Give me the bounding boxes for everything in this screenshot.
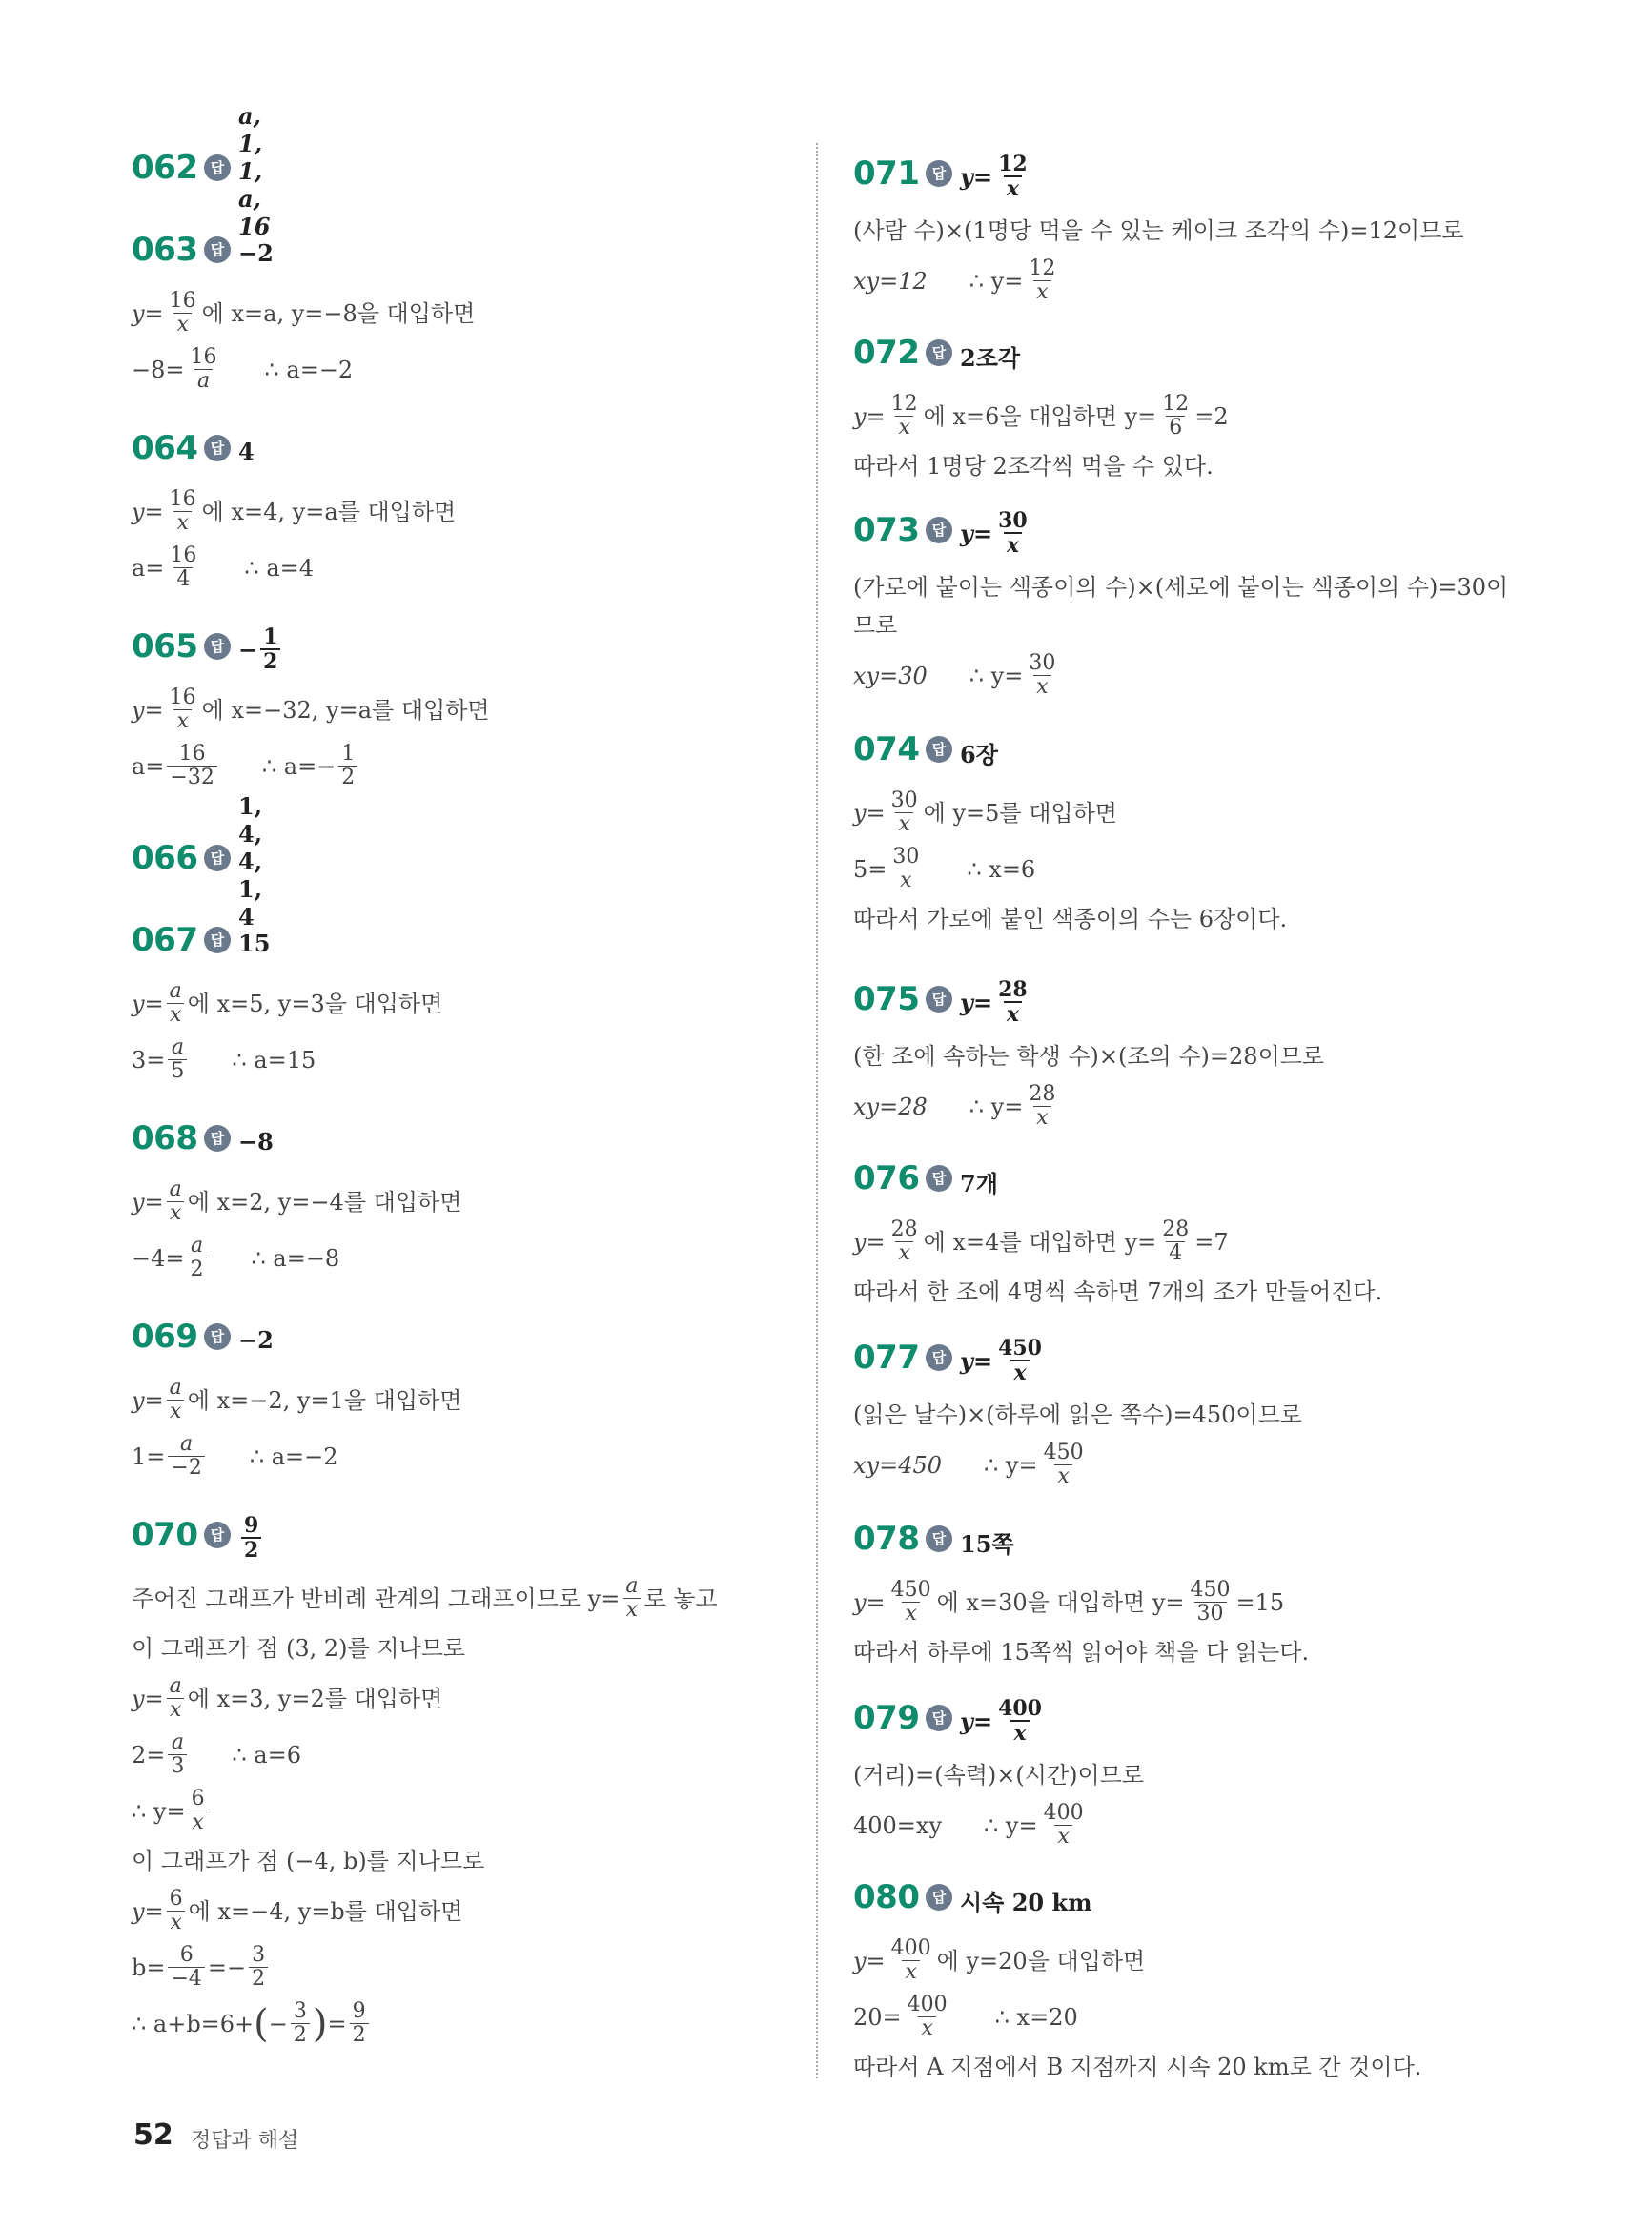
solution-line: 1= $\frac{a}{-2}$ ∴ a=−2: [132, 1432, 338, 1480]
answer-badge: 답: [204, 1125, 231, 1152]
answer-text: 6장: [960, 740, 998, 768]
answer-badge: 답: [204, 927, 231, 953]
column-divider: [816, 143, 818, 2078]
solution-line: a= $\frac{16}{4}$ ∴ a=4: [132, 543, 315, 591]
solution-line: y= $\frac{16}{x}$ 에 x=a, y=−8을 대입하면: [132, 289, 476, 337]
answer-text: y= $\frac{12}{x}$: [960, 152, 1028, 201]
problem-number: 065: [132, 627, 198, 665]
answer-badge: 답: [204, 845, 231, 871]
solution-line: ∴ a+b=6+ ( − $\frac{3}{2}$ ) = $\frac{9}{2}$: [132, 2000, 718, 2047]
page-number: 52: [133, 2118, 173, 2152]
answer-badge: 답: [926, 1525, 952, 1552]
solution-line: 따라서 1명당 2조각씩 먹을 수 있다.: [853, 453, 1214, 480]
solution-line: xy=30 ∴ y= $\frac{30}{x}$: [853, 651, 1056, 699]
solution-line: (거리)=(속력)×(시간)이므로: [853, 1762, 1145, 1789]
answer-badge: 답: [926, 1884, 952, 1911]
solution-line: 3= $\frac{a}{5}$ ∴ a=15: [132, 1035, 316, 1083]
problem-number: 077: [853, 1339, 920, 1377]
problem-077: [853, 1333, 1302, 1498]
solution-line: y= $\frac{28}{x}$ 에 x=4를 대입하면 y= $\frac{28}{4}$ =7: [853, 1217, 1229, 1265]
answer-badge: 답: [204, 236, 231, 263]
answer-badge: 답: [926, 517, 952, 543]
solution-line: y= $\frac{12}{x}$ 에 x=6을 대입하면 y= $\frac{12}{6}$ =2: [853, 392, 1229, 440]
solution-line: −8= $\frac{16}{a}$ ∴ a=−2: [132, 345, 354, 393]
solution-line: ∴ y= $\frac{6}{x}$: [132, 1788, 718, 1834]
problem-number: 063: [132, 231, 198, 269]
problem-number: 066: [132, 839, 198, 877]
solution-line: y= $\frac{400}{x}$ 에 y=20을 대입하면: [853, 1936, 1146, 1984]
answer-text: 7개: [960, 1169, 998, 1197]
problem-073: [853, 505, 1508, 708]
solution-line: (가로에 붙이는 색종이의 수)×(세로에 붙이는 색종이의 수)=30이: [853, 574, 1509, 601]
footer-label: 정답과 해설: [191, 2129, 299, 2153]
solution-line: (한 조에 속하는 학생 수)×(조의 수)=28이므로: [853, 1043, 1325, 1070]
problem-063: [132, 225, 475, 402]
solution-line: 주어진 그래프가 반비례 관계의 그래프이므로 y= $\frac{a}{x}$ 로 놓고: [132, 1574, 718, 1622]
answer-text: 4: [238, 437, 255, 465]
problem-number: 071: [853, 154, 920, 193]
answer-badge: 답: [926, 1705, 952, 1731]
solution-line: 400=xy ∴ y= $\frac{400}{x}$: [853, 1801, 1084, 1849]
answer-text: y= $\frac{450}{x}$: [960, 1336, 1042, 1385]
problem-number: 069: [132, 1318, 198, 1356]
answer-text: a, 1, 1, a, 16: [238, 101, 271, 240]
solution-line: (사람 수)×(1명당 먹을 수 있는 케이크 조각의 수)=12이므로: [853, 217, 1464, 244]
answer-badge: 답: [926, 1344, 952, 1371]
answer-badge: 답: [204, 154, 231, 181]
solution-line: a= $\frac{16}{-32}$ ∴ a=− $\frac{1}{2}$: [132, 743, 490, 789]
solution-line: y= $\frac{a}{x}$ 에 x=2, y=−4를 대입하면: [132, 1177, 462, 1225]
answer-text: y= $\frac{28}{x}$: [960, 977, 1028, 1027]
solution-line: y= $\frac{450}{x}$ 에 x=30을 대입하면 y= $\frac{450}{30}$ =15: [853, 1578, 1285, 1626]
solution-line: 20= $\frac{400}{x}$ ∴ x=20: [853, 1993, 1078, 2040]
answer-text: y= $\frac{30}{x}$: [960, 508, 1028, 558]
problem-070: [132, 1510, 718, 2056]
problem-number: 068: [132, 1119, 198, 1157]
solution-line: y= $\frac{16}{x}$ 에 x=−32, y=a를 대입하면: [132, 685, 490, 733]
problem-067: [132, 915, 442, 1093]
problem-number: 078: [853, 1520, 920, 1558]
solution-line: xy=28 ∴ y= $\frac{28}{x}$: [853, 1082, 1056, 1130]
solution-line: 따라서 한 조에 4명씩 속하면 7개의 조가 만들어진다.: [853, 1279, 1383, 1305]
solution-line: xy=450 ∴ y= $\frac{450}{x}$: [853, 1441, 1084, 1488]
problem-number: 079: [853, 1699, 920, 1737]
answer-badge: 답: [204, 1522, 231, 1548]
solution-line: b= $\frac{6}{-4}$ =− $\frac{3}{2}$: [132, 1944, 718, 1991]
answer-badge: 답: [926, 986, 952, 1013]
problem-number: 076: [853, 1159, 920, 1197]
problem-number: 067: [132, 921, 198, 959]
answer-text: $\frac{9}{2}$: [238, 1510, 264, 1565]
answer-text: 15: [238, 929, 271, 957]
answer-badge: 답: [926, 736, 952, 763]
answer-badge: 답: [204, 633, 231, 660]
solution-line: y= $\frac{a}{x}$ 에 x=5, y=3을 대입하면: [132, 979, 443, 1027]
problem-078: [853, 1514, 1309, 1679]
problem-069: [132, 1312, 461, 1489]
answer-text: 2조각: [960, 343, 1021, 372]
answer-text: 15쪽: [960, 1529, 1014, 1558]
solution-line: y= $\frac{a}{x}$ 에 x=−2, y=1을 대입하면: [132, 1376, 462, 1423]
solution-line: y= $\frac{6}{x}$ 에 x=−4, y=b를 대입하면: [132, 1887, 463, 1934]
problem-number: 075: [853, 980, 920, 1018]
solution-line: 따라서 가로에 붙인 색종이의 수는 6장이다.: [853, 906, 1288, 932]
solution-line: −4= $\frac{a}{2}$ ∴ a=−8: [132, 1234, 340, 1281]
problem-number: 080: [853, 1878, 920, 1916]
solution-line: (읽은 날수)×(하루에 읽은 쪽수)=450이므로: [853, 1401, 1302, 1428]
solution-line: 따라서 A 지점에서 B 지점까지 시속 20 km로 간 것이다.: [853, 2054, 1422, 2080]
solution-line: 므로: [853, 612, 898, 639]
problem-072: [853, 328, 1229, 493]
problem-071: [853, 149, 1464, 314]
problem-number: 074: [853, 730, 920, 768]
problem-076: [853, 1154, 1382, 1319]
problem-080: [853, 1872, 1421, 2094]
solution-line: 따라서 하루에 15쪽씩 읽어야 책을 다 읽는다.: [853, 1639, 1310, 1666]
problem-number: 073: [853, 511, 920, 549]
problem-number: 064: [132, 429, 198, 467]
problem-065: [132, 622, 490, 799]
solution-line: 5= $\frac{30}{x}$ ∴ x=6: [853, 845, 1036, 892]
answer-badge: 답: [926, 1165, 952, 1192]
answer-text: y= $\frac{400}{x}$: [960, 1696, 1042, 1746]
solution-line: y= $\frac{30}{x}$ 에 y=5를 대입하면: [853, 788, 1117, 836]
problem-068: [132, 1114, 461, 1291]
solution-line: 이 그래프가 점 (3, 2)를 지나므로: [132, 1635, 466, 1662]
answer-badge: 답: [926, 339, 952, 366]
problem-064: [132, 423, 456, 601]
problem-number: 062: [132, 149, 198, 187]
problem-074: [853, 725, 1287, 946]
solution-line: 2= $\frac{a}{3}$ ∴ a=6: [132, 1730, 301, 1778]
solution-line: y= $\frac{a}{x}$ 에 x=3, y=2를 대입하면: [132, 1674, 443, 1722]
solution-line: y= $\frac{16}{x}$ 에 x=4, y=a를 대입하면: [132, 487, 457, 535]
answer-text: −2: [238, 1325, 274, 1354]
answer-badge: 답: [204, 435, 231, 461]
answer-badge: 답: [926, 160, 952, 187]
problem-079: [853, 1693, 1144, 1858]
answer-text: − $\frac{1}{2}$: [238, 622, 283, 677]
solution-line: 이 그래프가 점 (−4, b)를 지나므로: [132, 1848, 485, 1874]
answer-text: −2: [238, 238, 274, 267]
problem-number: 072: [853, 334, 920, 372]
answer-text: 1, 4, 4, 1, 4: [238, 791, 263, 931]
problem-number: 070: [132, 1516, 198, 1554]
solution-line: xy=12 ∴ y= $\frac{12}{x}$: [853, 256, 1056, 304]
answer-text: 시속 20 km: [960, 1888, 1092, 1916]
answer-badge: 답: [204, 1323, 231, 1350]
answer-text: −8: [238, 1127, 274, 1156]
problem-075: [853, 974, 1324, 1139]
